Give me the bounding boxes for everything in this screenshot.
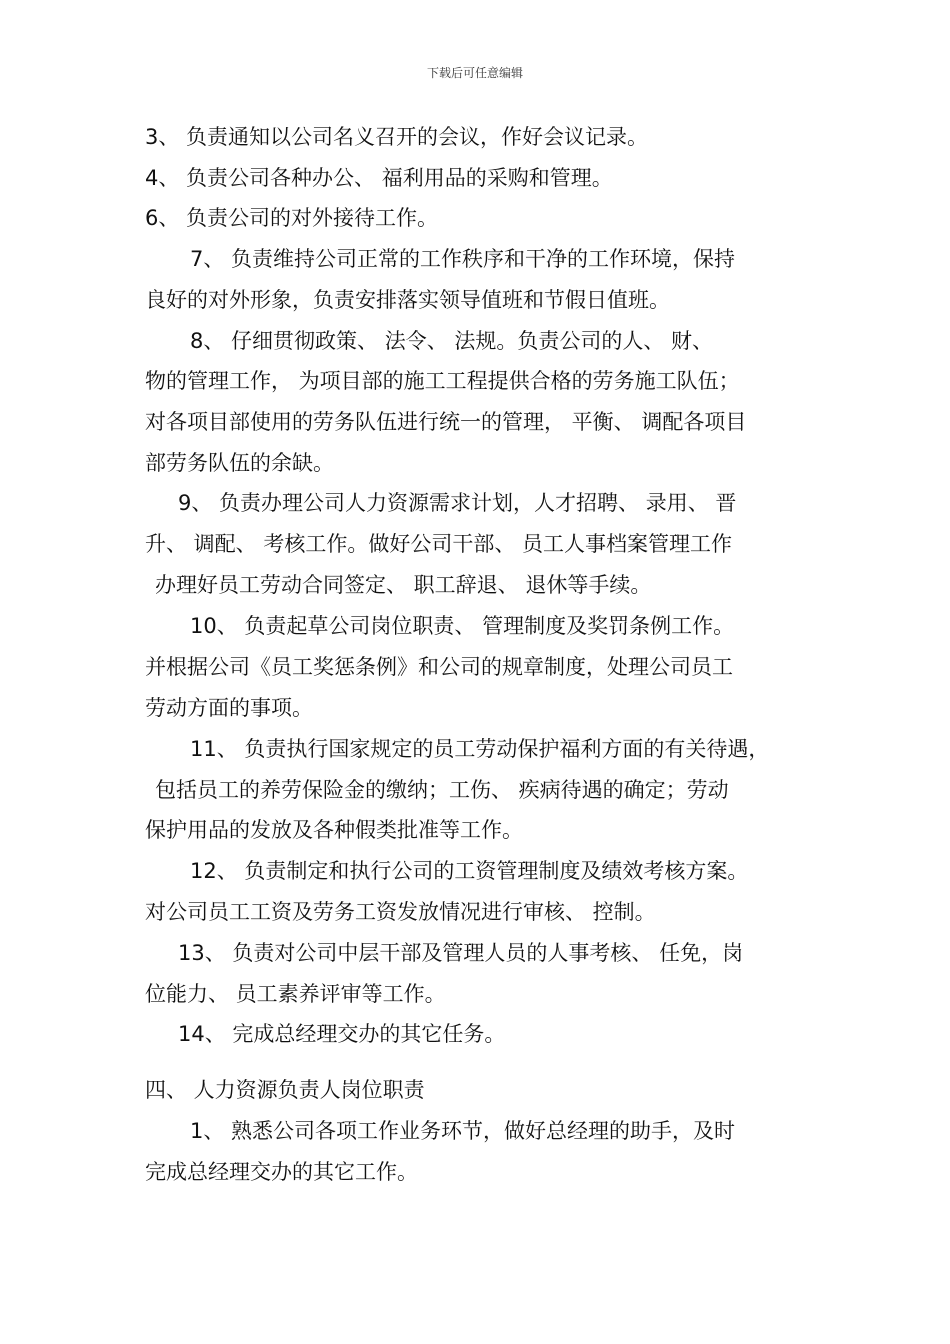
text-line: 12、 负责制定和执行公司的工资管理制度及绩效考核方案。 <box>190 859 749 883</box>
text-line: 部劳务队伍的余缺。 <box>145 451 334 475</box>
text-line: 升、 调配、 考核工作。做好公司干部、 员工人事档案管理工作 <box>145 532 733 556</box>
text-line: 包括员工的养劳保险金的缴纳；工伤、 疾病待遇的确定；劳动 <box>155 778 729 802</box>
text-line: 保护用品的发放及各种假类批准等工作。 <box>145 818 523 842</box>
text-line: 3、 负责通知以公司名义召开的会议，作好会议记录。 <box>145 125 649 149</box>
section-heading: 四、 人力资源负责人岗位职责 <box>145 1078 425 1102</box>
text-line: 14、 完成总经理交办的其它任务。 <box>178 1022 506 1046</box>
text-line: 对各项目部使用的劳务队伍进行统一的管理， 平衡、 调配各项目 <box>145 410 747 434</box>
text-line: 10、 负责起草公司岗位职责、 管理制度及奖罚条例工作。 <box>190 614 735 638</box>
text-line: 6、 负责公司的对外接待工作。 <box>145 206 439 230</box>
text-line: 良好的对外形象，负责安排落实领导值班和节假日值班。 <box>145 288 670 312</box>
text-line: 9、 负责办理公司人力资源需求计划，人才招聘、 录用、 晋 <box>178 491 737 515</box>
text-line: 11、 负责执行国家规定的员工劳动保护福利方面的有关待遇， <box>190 737 770 761</box>
text-line: 办理好员工劳动合同签定、 职工辞退、 退休等手续。 <box>155 573 652 597</box>
text-line: 位能力、 员工素养评审等工作。 <box>145 982 446 1006</box>
text-line: 8、 仔细贯彻政策、 法令、 法规。负责公司的人、 财、 <box>190 329 714 353</box>
text-line: 物的管理工作， 为项目部的施工工程提供合格的劳务施工队伍； <box>145 369 740 393</box>
text-line: 13、 负责对公司中层干部及管理人员的人事考核、 任免，岗 <box>178 941 744 965</box>
text-line: 1、 熟悉公司各项工作业务环节，做好总经理的助手，及时 <box>190 1119 736 1143</box>
text-line: 7、 负责维持公司正常的工作秩序和干净的工作环境，保持 <box>190 247 736 271</box>
text-line: 劳动方面的事项。 <box>145 696 313 720</box>
text-line: 对公司员工工资及劳务工资发放情况进行审核、 控制。 <box>145 900 656 924</box>
text-line: 完成总经理交办的其它工作。 <box>145 1160 418 1184</box>
text-line: 并根据公司《员工奖惩条例》和公司的规章制度，处理公司员工 <box>145 655 733 679</box>
page-header: 下载后可任意编辑 <box>426 66 523 80</box>
text-line: 4、 负责公司各种办公、 福利用品的采购和管理。 <box>145 166 613 190</box>
